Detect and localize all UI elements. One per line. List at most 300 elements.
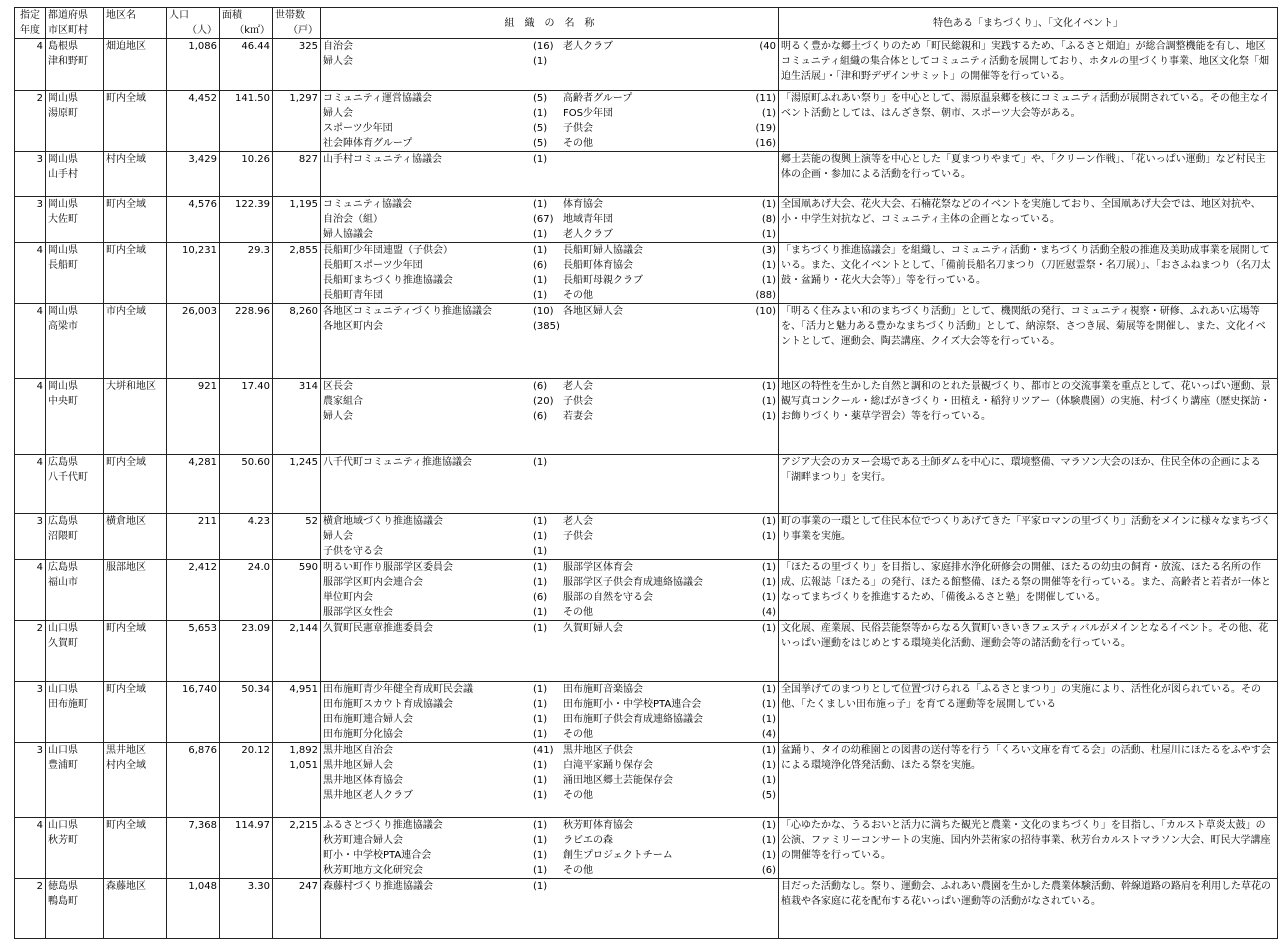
city-name: 津和野町 (48, 56, 88, 67)
households-value: 314 (298, 381, 318, 392)
district-name: 町内全域 (106, 623, 146, 634)
organization-name: 長船町少年団連盟（子供会） (323, 245, 453, 256)
organization-name: 社会陣体育グループ (323, 138, 413, 149)
organization-line (323, 39, 776, 54)
organization-line (323, 288, 776, 303)
year-value: 2 (36, 881, 43, 892)
cell-year (15, 39, 46, 91)
organization-count: (1) (761, 820, 776, 831)
cell-district (104, 379, 167, 455)
features-text: 町の事業の一環として住民本位でつくりあげてきた「平家ロマンの里づくり」活動をメインに様々なまちづくり事業を実施。 (781, 516, 1271, 542)
cell-organizations (321, 379, 779, 455)
organization-count: (1) (533, 229, 548, 240)
organization-count: (1) (533, 775, 548, 786)
households-value: 590 (298, 562, 318, 573)
organization-name (563, 544, 723, 559)
features-text: 「明るく住みよい和のまちづくり活動」として、機関紙の発行、コミュニティ視察・研修、ふれあい広場等を、「活力と魅力ある豊かなまちづくり活動」として、納涼祭、さつき展、菊展等を開催し、また、文化イベントとして、運動会、陶芸講座、クイズ大会等を行っている。 (781, 306, 1266, 347)
organization-name: 明るい町作り服部学区委員会 (323, 562, 453, 573)
cell-area (220, 243, 273, 304)
features-text: 郷土芸能の復興上演等を中心とした「夏まつりやまて」や、「クリーン作戦」、「花いっぱい運動」など村民主体の企画・参加による活動を行っている。 (781, 154, 1266, 180)
organization-count: (4) (761, 729, 776, 740)
organization-count: (1) (761, 684, 776, 695)
cell-prefecture (46, 455, 104, 514)
prefecture-name: 岡山県 (48, 381, 78, 392)
cell-features (779, 818, 1278, 879)
table-row (15, 39, 1278, 91)
organization-name: 白滝平家踊り保存会 (563, 760, 653, 771)
organization-name: 黒井地区子供会 (563, 745, 633, 756)
organization-line (323, 258, 776, 273)
city-name: 沼隈町 (48, 531, 78, 542)
organization-count: (3) (761, 245, 776, 256)
cell-prefecture (46, 560, 104, 621)
district-name: 服部地区 (106, 562, 146, 573)
year-value: 4 (36, 245, 43, 256)
prefecture-name: 徳島県 (48, 881, 78, 892)
cell-year (15, 197, 46, 243)
cell-features (779, 621, 1278, 682)
organization-count: (1) (533, 577, 548, 588)
organization-count: (1) (761, 396, 776, 407)
cell-population (167, 560, 220, 621)
cell-organizations (321, 39, 779, 91)
cell-district (104, 39, 167, 91)
area-value: 24.0 (247, 562, 270, 573)
cell-district (104, 455, 167, 514)
organization-count: (1) (533, 790, 548, 801)
organization-count: (6) (533, 411, 548, 422)
cell-features (779, 455, 1278, 514)
organization-name (563, 879, 723, 894)
organization-line (323, 788, 776, 803)
cell-organizations (321, 560, 779, 621)
community-table (14, 7, 1278, 939)
organization-count: (1) (761, 516, 776, 527)
cell-district (104, 621, 167, 682)
organization-name: 老人会 (563, 381, 593, 392)
cell-area (220, 621, 273, 682)
organization-name: 長船町青年団 (323, 290, 383, 301)
cell-features (779, 243, 1278, 304)
organization-name: 老人会 (563, 516, 593, 527)
cell-features (779, 743, 1278, 818)
area-value: 29.3 (247, 245, 270, 256)
organization-count: (1) (533, 154, 548, 165)
population-value: 3,429 (188, 154, 217, 165)
organization-line (323, 863, 776, 878)
area-value: 4.23 (247, 516, 270, 527)
organization-count: (1) (533, 760, 548, 771)
organization-name (563, 455, 723, 470)
organization-line (323, 590, 776, 605)
organization-count: (1) (761, 275, 776, 286)
city-name: 福山市 (48, 577, 78, 588)
table-row (15, 243, 1278, 304)
cell-features (779, 560, 1278, 621)
organization-name: コミュニティ協議会 (323, 199, 412, 210)
prefecture-name: 岡山県 (48, 154, 78, 165)
organization-name: 服部学区町内会連合会 (323, 577, 423, 588)
cell-population (167, 197, 220, 243)
cell-prefecture (46, 379, 104, 455)
organization-name: 黒井地区婦人会 (323, 760, 393, 771)
organization-name: ふるさとづくり推進協議会 (323, 820, 443, 831)
organization-line (323, 121, 776, 136)
cell-year (15, 514, 46, 560)
organization-name: 各地区コミュニティづくり推進協議会 (323, 306, 492, 317)
organization-count: (10) (755, 306, 776, 317)
households-value: 1,195 (289, 199, 318, 210)
organization-line (323, 319, 776, 334)
cell-district (104, 304, 167, 379)
district-name: 黒井地区 (106, 745, 146, 756)
organization-count: (1) (761, 699, 776, 710)
cell-features (779, 879, 1278, 939)
organization-count (723, 319, 776, 334)
area-value: 50.34 (241, 684, 270, 695)
organization-name: その他 (563, 790, 593, 801)
cell-organizations (321, 455, 779, 514)
organization-name: その他 (563, 290, 593, 301)
cell-year (15, 743, 46, 818)
organization-count (723, 544, 776, 559)
table-row (15, 743, 1278, 818)
cell-area (220, 304, 273, 379)
organization-line (323, 455, 776, 470)
organization-line (323, 621, 776, 636)
cell-population (167, 818, 220, 879)
organization-name: スポーツ少年団 (323, 123, 393, 134)
city-name: 中央町 (48, 396, 78, 407)
organization-name: 区長会 (323, 381, 353, 392)
organization-name: 単位町内会 (323, 592, 373, 603)
prefecture-name: 広島県 (48, 516, 78, 527)
cell-year (15, 879, 46, 939)
organization-name: 秋芳町地方文化研究会 (323, 865, 423, 876)
organization-name (563, 54, 723, 69)
area-value: 50.60 (241, 457, 270, 468)
organization-name: 自治会（組） (323, 214, 383, 225)
cell-area (220, 91, 273, 152)
organization-name: 黒井地区老人クラブ (323, 790, 413, 801)
header-population: 人口 （人） (167, 8, 220, 39)
organization-count: (6) (533, 260, 548, 271)
organization-count: (1) (761, 108, 776, 119)
cell-households (273, 379, 321, 455)
organization-name: 黒井地区体育協会 (323, 775, 403, 786)
households-value: 325 (298, 41, 318, 52)
organization-name: 服部学区体育会 (563, 562, 633, 573)
organization-line (323, 697, 776, 712)
households-value: 52 (305, 516, 318, 527)
cell-households (273, 560, 321, 621)
organization-count: (5) (533, 123, 548, 134)
year-value: 4 (36, 306, 43, 317)
organization-name: 服部の自然を守る会 (563, 592, 653, 603)
cell-households (273, 243, 321, 304)
organization-line (323, 227, 776, 242)
population-value: 16,740 (182, 684, 217, 695)
city-name: 久賀町 (48, 638, 78, 649)
organization-count: (1) (761, 199, 776, 210)
cell-organizations (321, 514, 779, 560)
year-value: 2 (36, 93, 43, 104)
cell-households (273, 197, 321, 243)
organization-line (323, 409, 776, 424)
header-households: 世帯数 （戸） (273, 8, 321, 39)
organization-count: (1) (761, 260, 776, 271)
organization-line (323, 54, 776, 69)
cell-year (15, 455, 46, 514)
cell-year (15, 379, 46, 455)
organization-name (563, 152, 723, 167)
cell-prefecture (46, 197, 104, 243)
organization-count: (1) (761, 745, 776, 756)
households-value: 827 (298, 154, 318, 165)
organization-count: (1) (533, 562, 548, 573)
table-row (15, 379, 1278, 455)
city-name: 湯原町 (48, 108, 78, 119)
organization-line (323, 304, 776, 319)
organization-count: (1) (533, 607, 548, 618)
features-text: 文化展、産業展、民俗芸能祭等からなる久賀町いきいきフェスティバルがメインとなるイベント。その他、花いっぱい運動をはじめとする環境美化活動、運動会等の諸活動を行っている。 (781, 623, 1269, 649)
cell-prefecture (46, 879, 104, 939)
cell-area (220, 682, 273, 743)
organization-count: (1) (533, 457, 548, 468)
area-value: 46.44 (241, 41, 270, 52)
prefecture-name: 岡山県 (48, 245, 78, 256)
population-value: 5,653 (188, 623, 217, 634)
organization-line (323, 514, 776, 529)
cell-district (104, 560, 167, 621)
table-row (15, 682, 1278, 743)
cell-households (273, 818, 321, 879)
area-value: 114.97 (235, 820, 270, 831)
organization-name: その他 (563, 729, 593, 740)
organization-name: その他 (563, 138, 593, 149)
organization-name: 町小・中学校PTA連合会 (323, 850, 432, 861)
organization-count: (1) (761, 714, 776, 725)
table-row (15, 879, 1278, 939)
district-name: 村内全域 (106, 760, 146, 771)
organization-name: 体育協会 (563, 199, 603, 210)
cell-prefecture (46, 514, 104, 560)
population-value: 4,452 (188, 93, 217, 104)
organization-name: 長船町まちづくり推進協議会 (323, 275, 453, 286)
organization-name: 八千代町コミュニティ推進協議会 (323, 457, 472, 468)
organization-name: 山手村コミュニティ協議会 (323, 154, 442, 165)
city-name: 秋芳町 (48, 835, 78, 846)
cell-area (220, 818, 273, 879)
table-row (15, 560, 1278, 621)
cell-population (167, 455, 220, 514)
organization-count: (1) (533, 881, 548, 892)
district-name: 畑迫地区 (106, 41, 146, 52)
organization-name: 老人クラブ (563, 41, 613, 52)
organization-count: (1) (761, 592, 776, 603)
organization-name: 田布施町分化協会 (323, 729, 403, 740)
organization-count: (1) (533, 623, 548, 634)
organization-count: (1) (533, 531, 548, 542)
cell-area (220, 39, 273, 91)
organization-count: (1) (533, 290, 548, 301)
organization-name: 創生プロジェクトチーム (563, 850, 673, 861)
organization-line (323, 682, 776, 697)
cell-population (167, 621, 220, 682)
organization-count: (385) (533, 321, 560, 332)
year-value: 4 (36, 457, 43, 468)
population-value: 921 (197, 381, 217, 392)
organization-line (323, 758, 776, 773)
organization-name: 地域青年団 (563, 214, 613, 225)
organization-name: 婦人会 (323, 108, 353, 119)
organization-count: (1) (761, 229, 776, 240)
households-value: 2,855 (289, 245, 318, 256)
district-name: 町内全域 (106, 457, 146, 468)
city-name: 田布施町 (48, 699, 88, 710)
organization-count: (1) (533, 865, 548, 876)
population-value: 6,876 (188, 745, 217, 756)
households-value: 8,260 (289, 306, 318, 317)
table-row (15, 455, 1278, 514)
organization-name: ラビエの森 (563, 835, 613, 846)
population-value: 7,368 (188, 820, 217, 831)
cell-organizations (321, 197, 779, 243)
area-value: 20.12 (241, 745, 270, 756)
features-text: 「ほたるの里づくり」を目指し、家庭排水浄化研修会の開催、ほたるの幼虫の飼育・放流、ほたる名所の作成、広報誌「ほたる」の発行、ほたる館整備、ほたる祭の開催等を行っている。また、高齢者と若者が一体となってまちづくりを推進するため、「備後ふるさと塾」を開催している。 (781, 562, 1271, 603)
organization-count: (1) (533, 108, 548, 119)
header-organizations: 組 織 の 名 称 (321, 8, 779, 39)
organization-count (723, 152, 776, 167)
cell-population (167, 514, 220, 560)
cell-year (15, 560, 46, 621)
organization-name: その他 (563, 607, 593, 618)
cell-organizations (321, 243, 779, 304)
features-text: 全国凧あげ大会、花火大会、石楠花祭などのイベントを実施しており、全国凧あげ大会では、地区対抗や、小・中学生対抗など、コミュニティ主体の企画となっている。 (781, 199, 1261, 225)
district-name: 町内全域 (106, 820, 146, 831)
organization-name: 自治会 (323, 41, 353, 52)
cell-features (779, 39, 1278, 91)
households-value: 1,051 (289, 760, 318, 771)
organization-name: 森藤村づくり推進協議会 (323, 881, 433, 892)
organization-count: (1) (533, 729, 548, 740)
district-name: 森藤地区 (106, 881, 146, 892)
organization-name: 久賀町民憲章推進委員会 (323, 623, 433, 634)
cell-prefecture (46, 243, 104, 304)
cell-households (273, 743, 321, 818)
cell-prefecture (46, 621, 104, 682)
city-name: 大佐町 (48, 214, 78, 225)
organization-name: 長船町婦人協議会 (563, 245, 643, 256)
cell-households (273, 455, 321, 514)
organization-count: (67) (533, 214, 554, 225)
cell-area (220, 379, 273, 455)
households-value: 1,245 (289, 457, 318, 468)
header-row (15, 8, 1278, 39)
features-text: アジア大会のカヌー会場である土師ダムを中心に、環境整備、マラソン大会のほか、住民全体の企画による「湖畔まつり」を実行。 (781, 457, 1261, 483)
households-value: 4,951 (289, 684, 318, 695)
organization-count: (1) (533, 835, 548, 846)
cell-year (15, 243, 46, 304)
cell-district (104, 879, 167, 939)
population-value: 211 (197, 516, 217, 527)
cell-organizations (321, 682, 779, 743)
organization-name: 各地区婦人会 (563, 306, 623, 317)
population-value: 1,086 (188, 41, 217, 52)
cell-year (15, 152, 46, 197)
cell-district (104, 743, 167, 818)
organization-name: 横倉地域づくり推進協議会 (323, 516, 443, 527)
cell-area (220, 560, 273, 621)
year-value: 3 (36, 199, 43, 210)
organization-count: (88) (755, 290, 776, 301)
organization-name: 長船町母親クラブ (563, 275, 643, 286)
table-row (15, 197, 1278, 243)
organization-count: (6) (533, 381, 548, 392)
organization-line (323, 152, 776, 167)
cell-year (15, 304, 46, 379)
organization-name: 田布施町スカウト育成協議会 (323, 699, 453, 710)
organization-line (323, 833, 776, 848)
organization-name: 長船町スポーツ少年団 (323, 260, 423, 271)
population-value: 10,231 (182, 245, 217, 256)
organization-count: (11) (755, 93, 776, 104)
cell-organizations (321, 152, 779, 197)
organization-name: 秋芳町体育協会 (563, 820, 633, 831)
year-value: 4 (36, 562, 43, 573)
organization-line (323, 544, 776, 559)
cell-district (104, 682, 167, 743)
city-name: 高梁市 (48, 321, 78, 332)
year-value: 3 (36, 684, 43, 695)
cell-area (220, 152, 273, 197)
organization-name: 若妻会 (563, 411, 593, 422)
prefecture-name: 岡山県 (48, 306, 78, 317)
organization-name: 老人クラブ (563, 229, 613, 240)
cell-households (273, 879, 321, 939)
organization-count: (6) (761, 865, 776, 876)
cell-households (273, 91, 321, 152)
organization-line (323, 379, 776, 394)
population-value: 26,003 (182, 306, 217, 317)
prefecture-name: 岡山県 (48, 93, 78, 104)
organization-name: 黒井地区自治会 (323, 745, 393, 756)
organization-count: (5) (533, 93, 548, 104)
organization-name: 田布施町青少年健全育成町民会議 (323, 684, 473, 695)
cell-organizations (321, 879, 779, 939)
cell-features (779, 379, 1278, 455)
area-value: 3.30 (247, 881, 270, 892)
header-district: 地区名 (104, 8, 167, 39)
cell-prefecture (46, 743, 104, 818)
households-value: 247 (298, 881, 318, 892)
organization-count: (1) (761, 381, 776, 392)
organization-line (323, 560, 776, 575)
header-features: 特色ある「まちづくり」、「文化イベント」 (779, 8, 1278, 39)
cell-organizations (321, 304, 779, 379)
district-name: 市内全域 (106, 306, 146, 317)
organization-line (323, 197, 776, 212)
organization-count: (1) (533, 699, 548, 710)
organization-line (323, 273, 776, 288)
cell-area (220, 455, 273, 514)
year-value: 4 (36, 820, 43, 831)
city-name: 鴨島町 (48, 896, 78, 907)
organization-count: (10) (533, 306, 554, 317)
organization-name: 婦人協議会 (323, 229, 373, 240)
population-value: 4,576 (188, 199, 217, 210)
organization-name: 服部学区女性会 (323, 607, 393, 618)
